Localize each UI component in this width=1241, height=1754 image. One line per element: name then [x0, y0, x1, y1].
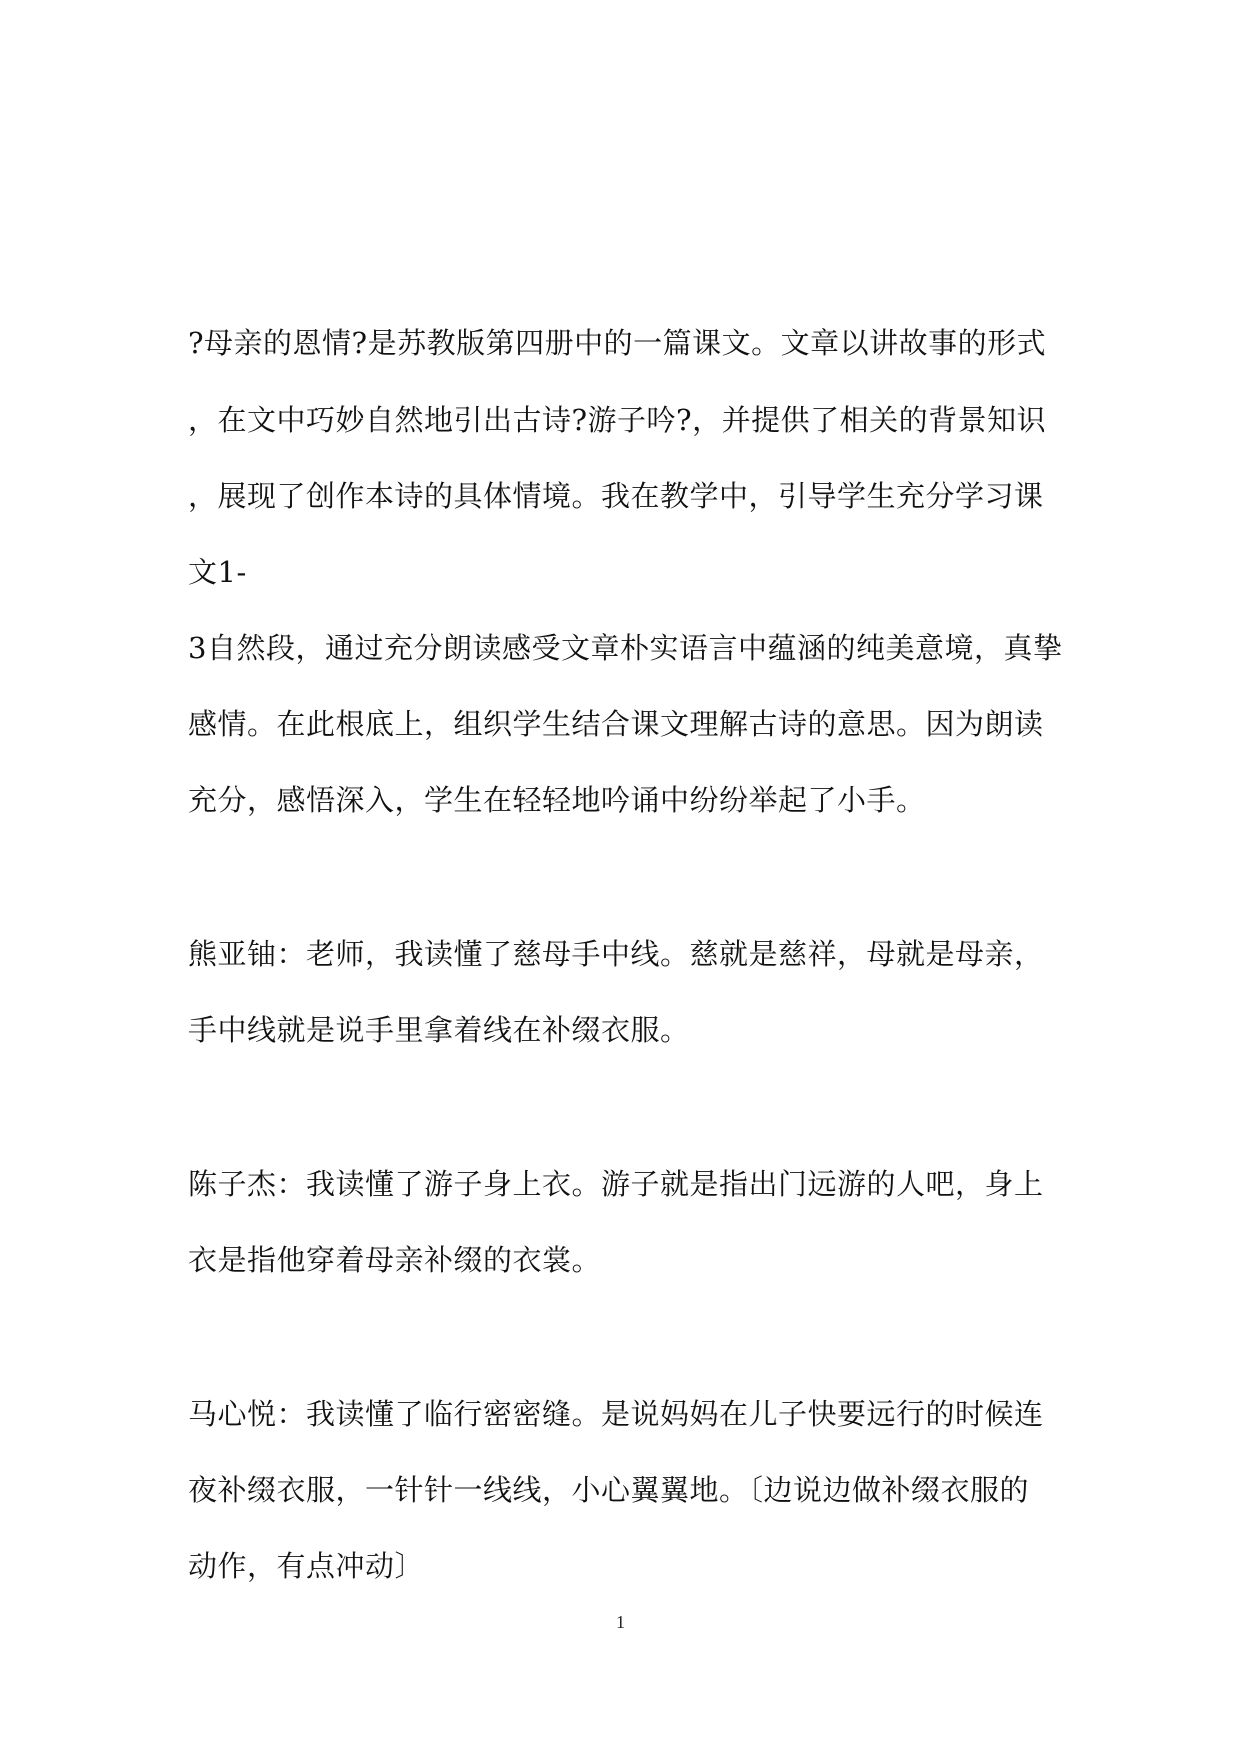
paragraph-1-line-1: ?母亲的恩情?是苏教版第四册中的一篇课文。文章以讲故事的形式	[188, 326, 1047, 360]
paragraph-4-line-2: 夜补缀衣服，一针针一线线，小心翼翼地。〔边说边做补缀衣服的	[188, 1473, 1030, 1507]
paragraph-1-line-4: 文1-	[188, 555, 247, 589]
paragraph-3-line-1: 陈子杰：我读懂了游子身上衣。游子就是指出门远游的人吧，身上	[188, 1167, 1044, 1201]
paragraph-1-line-6: 感情。在此根底上，组织学生结合课文理解古诗的意思。因为朗读	[188, 707, 1044, 741]
paragraph-3-line-2: 衣是指他穿着母亲补缀的衣裳。	[188, 1243, 602, 1277]
paragraph-1-line-2: ，在文中巧妙自然地引出古诗?游子吟?，并提供了相关的背景知识	[188, 403, 1047, 437]
paragraph-1-line-7: 充分，感悟深入，学生在轻轻地吟诵中纷纷举起了小手。	[188, 783, 926, 817]
paragraph-4-line-3: 动作，有点冲动〕	[188, 1549, 425, 1583]
paragraph-1-line-5: 3自然段，通过充分朗读感受文章朴实语言中蕴涵的纯美意境，真挚	[188, 631, 1063, 665]
paragraph-4-line-1: 马心悦：我读懂了临行密密缝。是说妈妈在儿子快要远行的时候连	[188, 1397, 1044, 1431]
paragraph-2-line-2: 手中线就是说手里拿着线在补缀衣服。	[188, 1013, 690, 1047]
page-number: 1	[616, 1612, 625, 1632]
paragraph-2-line-1: 熊亚铀：老师，我读懂了慈母手中线。慈就是慈祥，母就是母亲，	[188, 937, 1044, 971]
paragraph-1-line-3: ，展现了创作本诗的具体情境。我在教学中，引导学生充分学习课	[188, 479, 1044, 513]
